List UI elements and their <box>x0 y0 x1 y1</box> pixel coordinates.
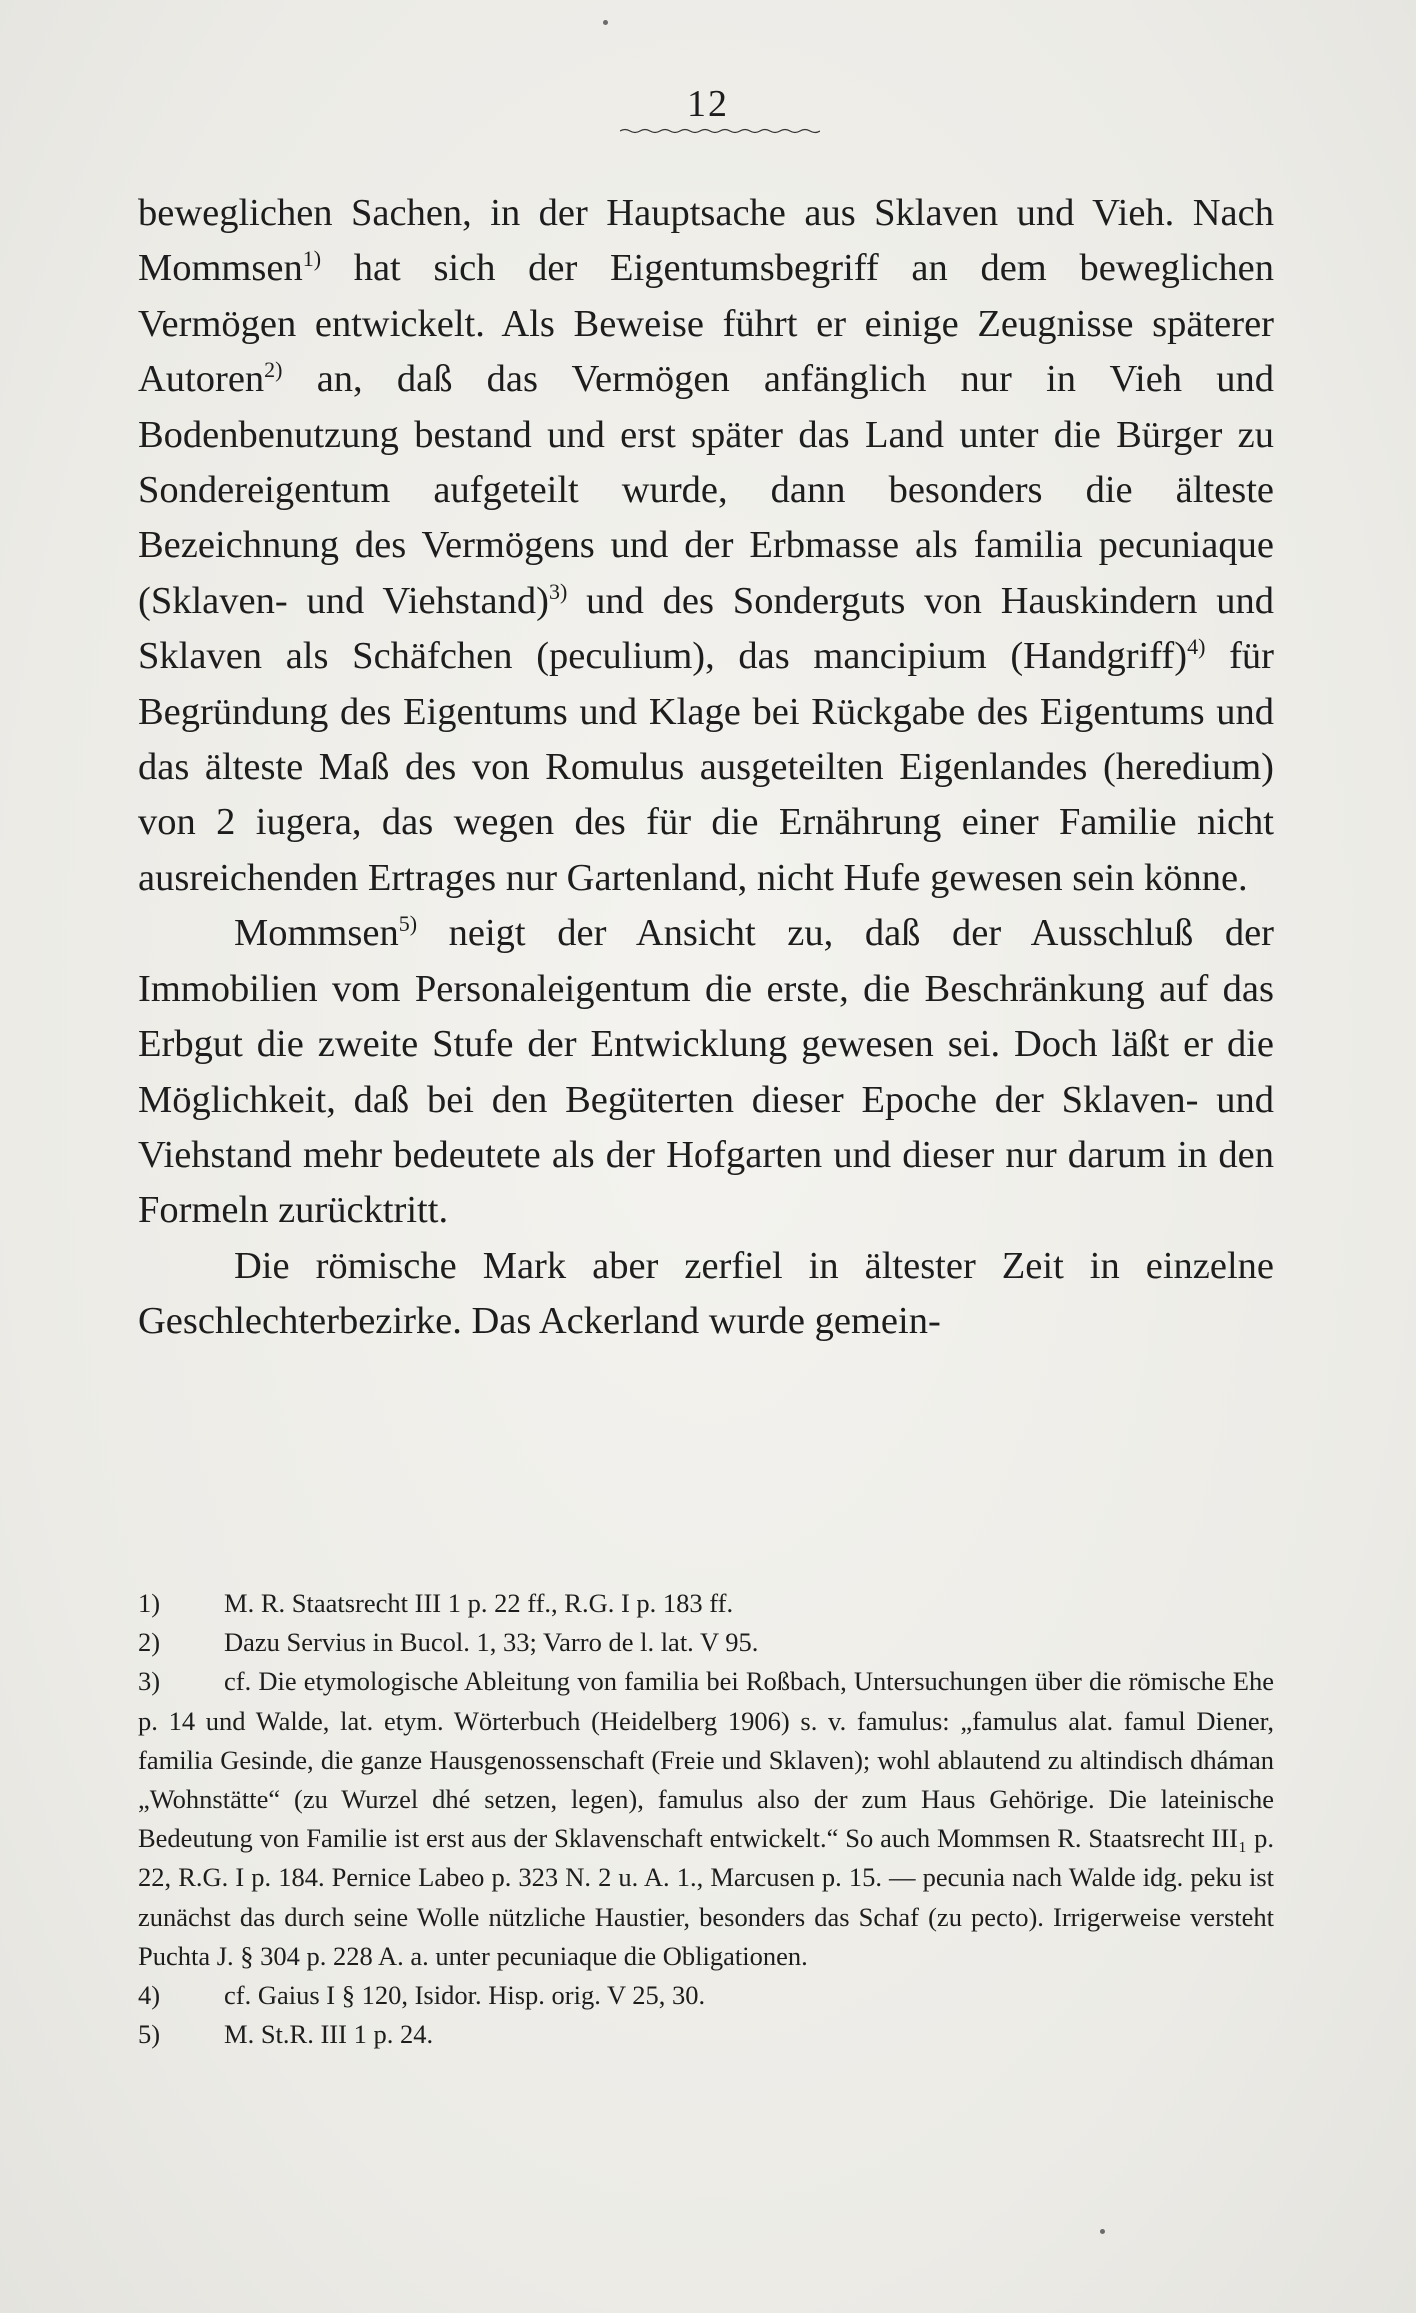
footnote-ref: 3) <box>548 578 568 604</box>
footnote <box>138 1662 1274 1976</box>
footnote <box>138 1623 1274 1662</box>
text-run: und des Sonderguts von Hauskindern und Sklaven als Schäfchen (peculium), das mancipium (Handgriff) <box>138 579 1274 678</box>
footnote-text: Dazu Servius in Bucol. 1, 33; Varro de l. lat. V 95. <box>224 1627 759 1658</box>
footnote-text: M. St.R. III 1 p. 24. <box>224 2019 434 2050</box>
footnote-number: 1) <box>138 1588 161 1618</box>
ornamental-rule <box>620 128 820 134</box>
footnote <box>138 2015 1274 2054</box>
footnote-number: 4) <box>138 1980 161 2011</box>
text-run: Mommsen <box>234 912 399 955</box>
footnote-text: cf. Die etymologische Ableitung von familia bei Roßbach, Untersuchungen über die römische Ehe p. 14 und Walde, lat. etym. Wörterbuch (Heidelberg 1906) s. v. famulus: „famulus alat. famul Diener, familia Gesinde, die ganze Hausgenossenschaft (Freie und Sklaven); wohl ablautend zu altindisch dháman „Wohnstätte“ (zu Wurzel dhé setzen, legen), famulus also der zum Haus Gehörige. Die lateinische Bedeutung von Familie ist erst aus der Sklavenschaft entwickelt.“ So auch Mommsen R. Staatsrecht III₁ p. 22, R.G. I p. 184. Pernice Labeo p. 323 N. 2 u. A. 1., Marcusen p. 15. — pecunia nach Walde idg. peku ist zunächst das durch seine Wolle nützliche Haustier, besonders das Schaf (zu pecto). Irrigerweise versteht Puchta J. § 304 p. 228 A. a. unter pecuniaque die Obligationen. <box>138 1666 1274 1971</box>
paper-speck <box>1100 2229 1105 2234</box>
footnote-text: M. R. Staatsrecht III 1 p. 22 ff., R.G. I p. 183 ff. <box>224 1588 734 1618</box>
footnote-ref: 4) <box>1187 634 1206 660</box>
footnote-number: 5) <box>138 2019 161 2050</box>
footnote-number: 3) <box>138 1666 161 1697</box>
text-run: für Begründung des Eigentums und Klage bei Rückgabe des Eigentums und das älteste Maß des von Romulus ausgeteilten Eigenlandes (heredium) von 2 iugera, das wegen des für die Ernährung einer Familie nicht ausreichenden Ertrages nur Gartenland, nicht Hufe gewesen sein könne. <box>138 635 1274 899</box>
text-run: beweglichen Sachen, in der Hauptsache aus Sklaven und Vieh. Nach Mommsen <box>138 192 1274 290</box>
footnote-number: 2) <box>138 1627 161 1658</box>
paragraph <box>138 906 1274 1238</box>
paper-speck <box>603 20 608 25</box>
main-text <box>138 186 1274 1350</box>
footnote <box>138 1584 1274 1623</box>
footnote-ref: 5) <box>398 911 418 937</box>
text-run: hat sich der Eigentumsbegriff an dem beweglichen Vermögen entwickelt. Als Beweise führt er einige Zeugnisse späterer Autoren <box>138 247 1274 401</box>
text-run: an, daß das Vermögen anfänglich nur in Vieh und Bodenbenutzung bestand und erst später das Land unter die Bürger zu Sondereigentum aufgeteilt wurde, dann besonders die älteste Bezeichnung des Vermögens und der Erbmasse als familia pecuniaque (Sklaven- und Viehstand) <box>138 358 1274 622</box>
footnote-ref: 1) <box>302 246 322 272</box>
footnote-text: cf. Gaius I § 120, Isidor. Hisp. orig. V 25, 30. <box>224 1980 706 2011</box>
paragraph <box>138 186 1274 906</box>
paragraph: Die römische Mark aber zerfiel in ältester Zeit in einzelne Geschlechterbezirke. Das Ackerland wurde gemein- <box>138 1244 1274 1343</box>
footnotes <box>138 1584 1274 2054</box>
footnote-ref: 2) <box>264 357 283 383</box>
page-number: 12 <box>687 83 729 125</box>
footnote <box>138 1976 1274 2015</box>
text-run: neigt der Ansicht zu, daß der Ausschluß der Immobilien vom Personaleigentum die erste, die Beschränkung auf das Erbgut die zweite Stufe der Entwicklung gewesen sei. Doch läßt er die Möglichkeit, daß bei den Begüterten dieser Epoche der Sklaven- und Viehstand mehr bedeutete als der Hofgarten und dieser nur darum in den Formeln zurücktritt. <box>138 912 1274 1232</box>
